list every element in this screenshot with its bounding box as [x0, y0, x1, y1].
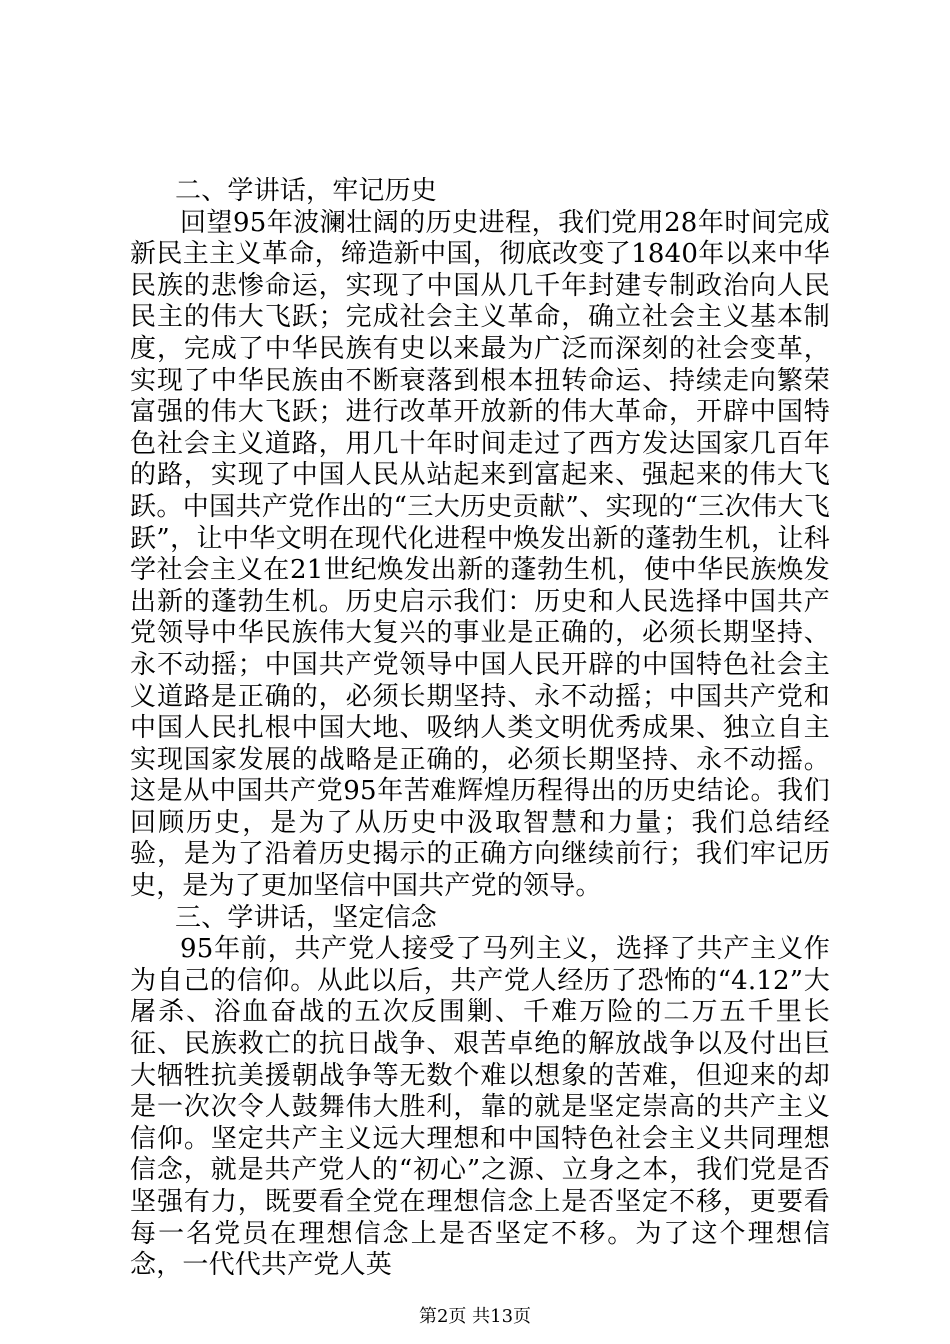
section-paragraph-belief: 95年前，共产党人接受了马列主义，选择了共产主义作为自己的信仰。从此以后，共产党人经历了恐怖的“4.12”大屠杀、浴血奋战的五次反围剿、千难万险的二万五千里长征、民族救亡的抗日战争、艰苦卓绝的解放战争以及付出巨大牺牲抗美援朝战争等无数个难以想象的苦难，但迎来的却是一次次令人鼓舞伟大胜利，靠的就是坚定崇高的共产主义信仰。坚定共产主义远大理想和中国特色社会主义共同理想信念，就是共产党人的“初心”之源、立身之本，我们党是否坚强有力，既要看全党在理想信念上是否坚定不移，更要看每一名党员在理想信念上是否坚定不移。为了这个理想信念，一代代共产党人英 [130, 934, 830, 1281]
section-paragraph-history: 回望95年波澜壮阔的历史进程，我们党用28年时间完成新民主主义革命，缔造新中国，彻底改变了1840年以来中华民族的悲惨命运，实现了中国从几千年封建专制政治向人民民主的伟大飞跃；完成社会主义革命，确立社会主义基本制度，完成了中华民族有史以来最为广泛而深刻的社会变革，实现了中华民族由不断衰落到根本扭转命运、持续走向繁荣富强的伟大飞跃；进行改革开放新的伟大革命，开辟中国特色社会主义道路，用几十年时间走过了西方发达国家几百年的路，实现了中国人民从站起来到富起来、强起来的伟大飞跃。中国共产党作出的“三大历史贡献”、实现的“三次伟大飞跃”，让中华文明在现代化进程中焕发出新的蓬勃生机，让科学社会主义在21世纪焕发出新的蓬勃生机，使中华民族焕发出新的蓬勃生机。历史启示我们：历史和人民选择中国共产党领导中华民族伟大复兴的事业是正确的，必须长期坚持、永不动摇；中国共产党领导中国人民开辟的中国特色社会主义道路是正确的，必须长期坚持、永不动摇；中国共产党和中国人民扎根中国大地、吸纳人类文明优秀成果、独立自主实现国家发展的战略是正确的，必须长期坚持、永不动摇。这是从中国共产党95年苦难辉煌历程得出的历史结论。我们回顾历史，是为了从历史中汲取智慧和力量；我们总结经验，是为了沿着历史揭示的正确方向继续前行；我们牢记历史，是为了更加坚信中国共产党的领导。 [130, 207, 830, 902]
section-heading-history: 二、学讲话，牢记历史 [175, 176, 438, 206]
page-footer: 第2页 共13页 [418, 1306, 532, 1327]
section-heading-belief: 三、学讲话，坚定信念 [175, 902, 438, 933]
document-body [130, 176, 830, 1282]
